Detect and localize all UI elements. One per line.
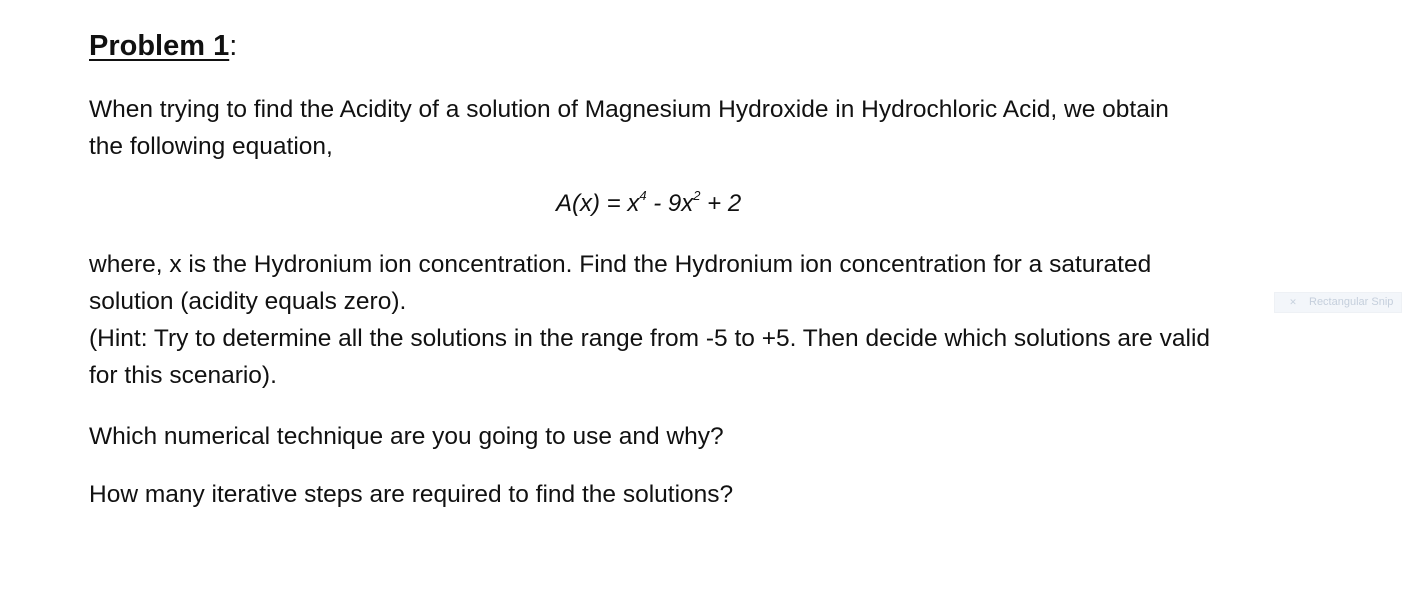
- equation-part-2: - 9x: [646, 190, 694, 217]
- definition-line-2: solution (acidity equals zero).: [89, 288, 407, 315]
- close-icon[interactable]: ✕: [1289, 297, 1297, 307]
- definition-paragraph: [89, 246, 1329, 320]
- intro-line-1: When trying to find the Acidity of a solution of Magnesium Hydroxide in Hydrochloric Acid, we obtain: [89, 96, 1169, 123]
- definition-line-1: where, x is the Hydronium ion concentration. Find the Hydronium ion concentration for a saturated: [89, 251, 1152, 278]
- question-iterations: [89, 476, 1329, 513]
- rectangular-snip-toolbar[interactable]: [1274, 292, 1402, 313]
- question-technique: [89, 418, 1329, 455]
- equation-exponent-2: 2: [693, 188, 701, 203]
- equation-part-3: + 2: [700, 190, 742, 217]
- question-technique-text: Which numerical technique are you going to use and why?: [89, 423, 724, 450]
- rectangular-snip-label[interactable]: Rectangular Snip: [1309, 296, 1394, 308]
- equation-part-1: A(x) = x: [556, 190, 640, 217]
- equation-exponent-1: 4: [639, 188, 647, 203]
- problem-title-colon: :: [229, 30, 238, 62]
- intro-paragraph: [89, 91, 1329, 165]
- problem-title: Problem 1: [89, 30, 230, 62]
- hint-line-1: (Hint: Try to determine all the solutions in the range from -5 to +5. Then decide which solutions are valid: [89, 325, 1211, 352]
- intro-line-2: the following equation,: [89, 133, 333, 160]
- problem-heading: [89, 26, 237, 66]
- acidity-equation: [556, 186, 741, 222]
- hint-paragraph: [89, 320, 1329, 394]
- question-iterations-text: How many iterative steps are required to find the solutions?: [89, 481, 734, 508]
- hint-line-2: for this scenario).: [89, 362, 277, 389]
